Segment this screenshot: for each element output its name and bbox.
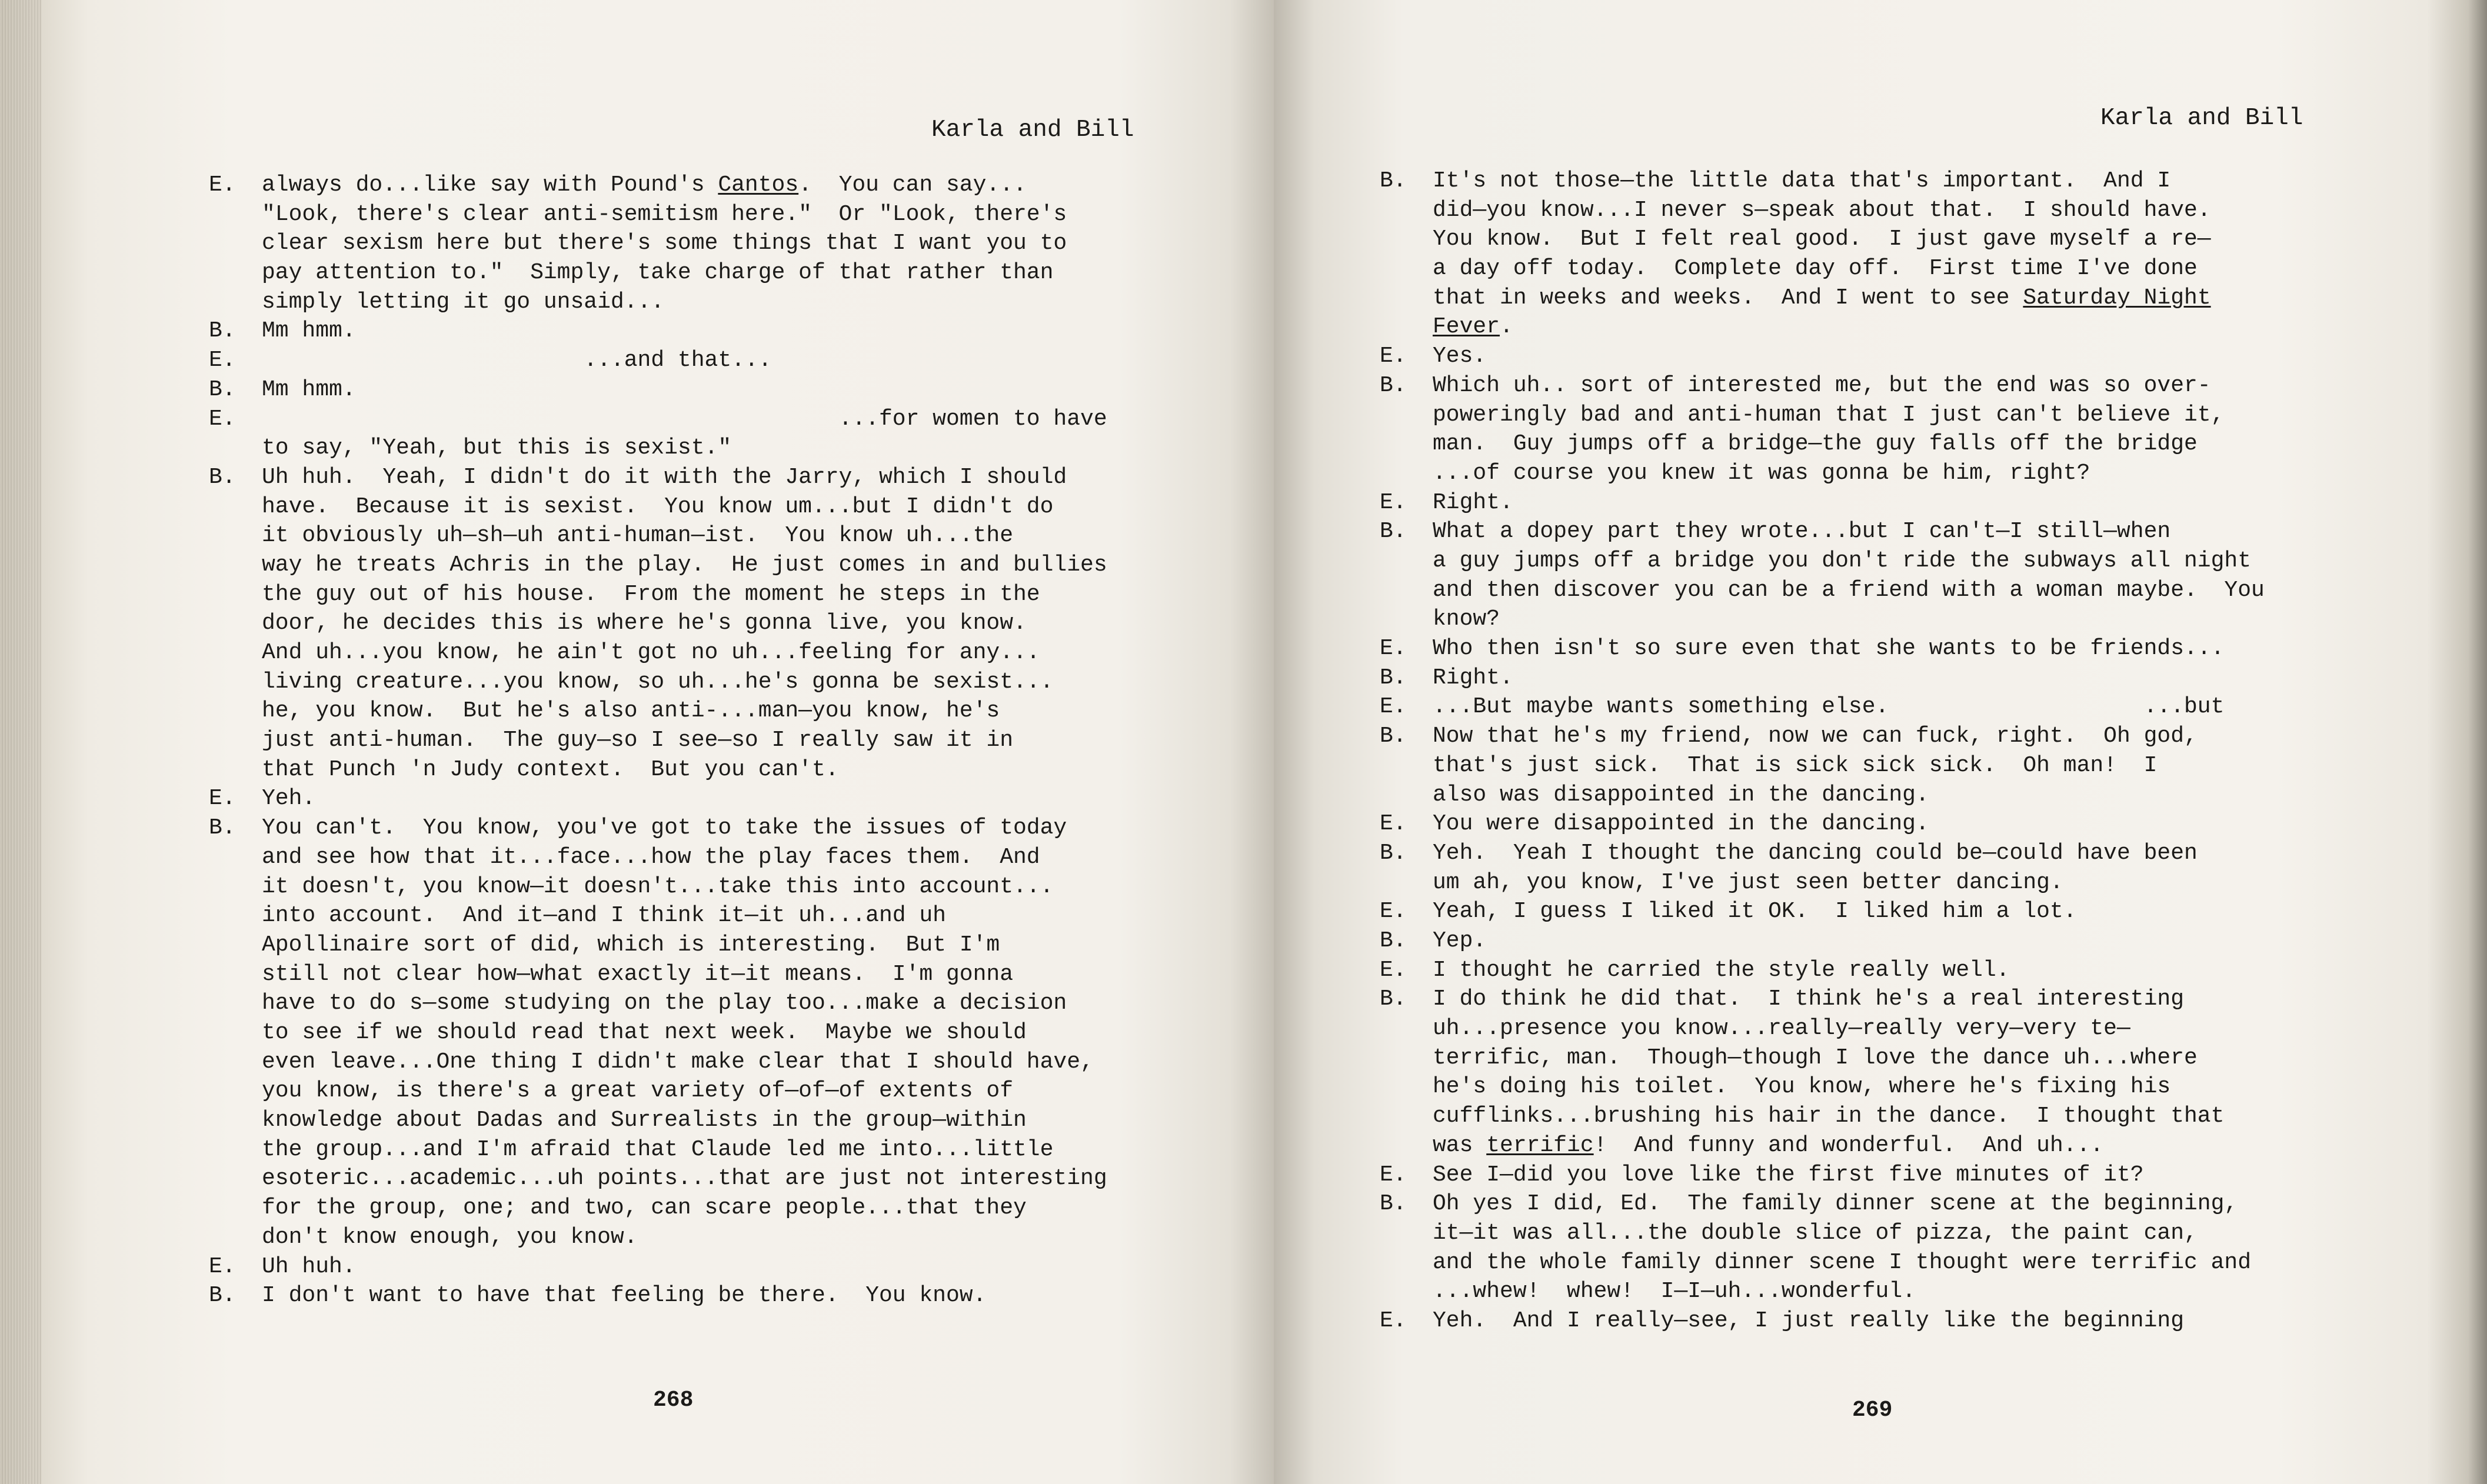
turn-text — [1433, 839, 2198, 897]
dialogue-turn — [209, 405, 1107, 463]
text-line: Apollinaire sort of did, which is interesting. But I'm — [262, 932, 1000, 958]
turn-text — [262, 375, 356, 405]
dialogue-turn — [209, 1252, 1107, 1282]
text-line: you know, is there's a great variety of—of—of extents of — [262, 1078, 1014, 1104]
text-line: and see how that it...face...how the play faces them. And — [262, 844, 1040, 870]
dialogue-left — [209, 171, 1107, 1310]
speaker-label: B. — [1380, 986, 1407, 1012]
text-line: Yeh. And I really—see, I just really like the beginning — [1433, 1308, 2185, 1333]
speaker-label: B. — [1380, 928, 1407, 953]
text-line: have. Because it is sexist. You know um...but I didn't do — [262, 493, 1054, 519]
text-line: Which uh.. sort of interested me, but the end was so over- — [1433, 372, 2211, 398]
text-line: also was disappointed in the dancing. — [1433, 782, 1929, 808]
speaker-label: B. — [1380, 168, 1407, 194]
text-line: that's just sick. That is sick sick sick. Oh man! I — [1433, 752, 2158, 778]
dialogue-turn — [1380, 839, 2265, 897]
dialogue-turn — [209, 171, 1107, 316]
text-line: man. Guy jumps off a bridge—the guy falls off the bridge — [1433, 431, 2198, 457]
text-line: door, he decides this is where he's gonna live, you know. — [262, 611, 1027, 636]
speaker-label: E. — [1380, 489, 1407, 515]
text-line: See I—did you love like the first five minutes of it? — [1433, 1162, 2144, 1188]
page-number: 269 — [1852, 1398, 1893, 1423]
dialogue-turn — [209, 375, 1107, 405]
dialogue-turn — [1380, 809, 2265, 839]
text-line: it obviously uh—sh—uh anti-human—ist. You know uh...the — [262, 523, 1014, 549]
dialogue-turn — [209, 1281, 1107, 1310]
text-line: it—it was all...the double slice of pizza, the paint can, — [1433, 1220, 2198, 1246]
dialogue-turn — [1380, 488, 2265, 518]
text-line: simply letting it go unsaid... — [262, 289, 665, 315]
dialogue-turn — [1380, 342, 2265, 371]
text-line: a day off today. Complete day off. First time I've done — [1433, 256, 2198, 282]
text-line: living creature...you know, so uh...he's gonna be sexist... — [262, 669, 1054, 695]
text-line: don't know enough, you know. — [262, 1224, 638, 1250]
turn-text — [1433, 166, 2211, 342]
page-header: Karla and Bill — [931, 116, 1134, 144]
dialogue-turn — [1380, 926, 2265, 956]
text-line: It's not those—the little data that's important. And I — [1433, 168, 2171, 194]
text-line: that in weeks and weeks. And I went to see Saturday Night — [1433, 285, 2211, 311]
speaker-label: B. — [1380, 372, 1407, 398]
dialogue-turn — [209, 463, 1107, 785]
text-line: was terrific! And funny and wonderful. And uh... — [1433, 1132, 2104, 1158]
text-line: Yeh. — [262, 786, 316, 812]
page-number: 268 — [653, 1388, 694, 1413]
text-line: have to do s—some studying on the play too...make a decision — [262, 991, 1067, 1016]
right-page — [1274, 0, 2487, 1484]
speaker-label: E. — [209, 786, 236, 812]
speaker-label: B. — [209, 376, 236, 402]
turn-text — [1433, 809, 1929, 839]
text-line: Yep. — [1433, 928, 1487, 953]
dialogue-turn — [1380, 722, 2265, 809]
speaker-label: E. — [209, 406, 236, 432]
text-line: just anti-human. The guy—so I see—so I really saw it in — [262, 728, 1014, 753]
text-line: pay attention to." Simply, take charge of that rather than — [262, 260, 1054, 286]
turn-text — [262, 316, 356, 346]
speaker-label: B. — [1380, 1191, 1407, 1217]
dialogue-turn — [209, 346, 1107, 375]
turn-text — [262, 405, 1107, 463]
dialogue-turn — [1380, 663, 2265, 693]
dialogue-turn — [1380, 517, 2265, 634]
speaker-label: B. — [1380, 723, 1407, 749]
text-line: You know. But I felt real good. I just gave myself a re— — [1433, 226, 2211, 252]
text-line: Mm hmm. — [262, 318, 356, 344]
turn-text — [262, 171, 1067, 316]
dialogue-turn — [1380, 1189, 2265, 1306]
speaker-label: B. — [209, 318, 236, 344]
dialogue-turn — [209, 813, 1107, 1252]
text-line: the guy out of his house. From the moment he steps in the — [262, 581, 1040, 607]
text-line: I don't want to have that feeling be there. You know. — [262, 1283, 987, 1309]
turn-text — [262, 346, 772, 375]
text-line: did—you know...I never s—speak about that. I should have. — [1433, 197, 2211, 223]
text-line: it doesn't, you know—it doesn't...take this into account... — [262, 873, 1054, 899]
speaker-label: E. — [209, 348, 236, 373]
text-line: knowledge about Dadas and Surrealists in the group—within — [262, 1108, 1027, 1133]
turn-text — [1433, 926, 1486, 956]
speaker-label: E. — [1380, 899, 1407, 925]
text-line: ...and that... — [262, 348, 772, 373]
text-line: to say, "Yeah, but this is sexist." — [262, 435, 732, 461]
turn-text — [1433, 634, 2224, 663]
turn-text — [1433, 985, 2224, 1160]
text-line: to see if we should read that next week. Maybe we should — [262, 1020, 1027, 1045]
turn-text — [1433, 897, 2077, 926]
text-line: and the whole family dinner scene I thought were terrific and — [1433, 1249, 2252, 1275]
turn-text — [1433, 517, 2265, 634]
turn-text — [262, 1281, 986, 1310]
speaker-label: E. — [1380, 1162, 1407, 1188]
text-line: into account. And it—and I think it—it uh...and uh — [262, 903, 946, 929]
page-edges-left — [0, 0, 41, 1484]
text-line: esoteric...academic...uh points...that are just not interesting — [262, 1166, 1107, 1192]
dialogue-turn — [209, 784, 1107, 813]
text-line: the group...and I'm afraid that Claude led me into...little — [262, 1136, 1054, 1162]
text-line: way he treats Achris in the play. He just comes in and bullies — [262, 552, 1107, 578]
text-line: You can't. You know, you've got to take the issues of today — [262, 815, 1067, 841]
text-line: clear sexism here but there's some things that I want you to — [262, 231, 1067, 256]
text-line: "Look, there's clear anti-semitism here." Or "Look, there's — [262, 201, 1067, 227]
text-line: uh...presence you know...really—really very—very te— — [1433, 1016, 2130, 1042]
text-line: cufflinks...brushing his hair in the dance. I thought that — [1433, 1103, 2225, 1129]
text-line: and then discover you can be a friend with a woman maybe. You — [1433, 577, 2265, 603]
turn-text — [262, 784, 315, 813]
text-line: Fever. — [1433, 314, 1513, 340]
text-line: always do...like say with Pound's Cantos. You can say... — [262, 172, 1027, 198]
text-line: a guy jumps off a bridge you don't ride the subways all night — [1433, 548, 2252, 573]
turn-text — [1433, 488, 1513, 518]
turn-text — [1433, 1189, 2251, 1306]
speaker-label: B. — [209, 1283, 236, 1309]
text-line: Uh huh. Yeah, I didn't do it with the Jarry, which I should — [262, 464, 1067, 490]
turn-text — [1433, 722, 2198, 809]
speaker-label: B. — [209, 464, 236, 490]
dialogue-turn — [1380, 1160, 2265, 1190]
text-line: poweringly bad and anti-human that I just can't believe it, — [1433, 402, 2225, 428]
speaker-label: E. — [1380, 1308, 1407, 1333]
dialogue-turn — [1380, 166, 2265, 342]
turn-text — [1433, 956, 2010, 985]
speaker-label: E. — [209, 172, 236, 198]
speaker-label: B. — [1380, 519, 1407, 545]
text-line: Yes. — [1433, 344, 1487, 369]
speaker-label: E. — [1380, 344, 1407, 369]
text-line: he, you know. But he's also anti-...man—you know, he's — [262, 698, 1000, 724]
turn-text — [262, 813, 1107, 1252]
speaker-label: E. — [1380, 636, 1407, 662]
dialogue-right — [1380, 166, 2265, 1336]
text-line: terrific, man. Though—though I love the dance uh...where — [1433, 1045, 2198, 1071]
text-line: You were disappointed in the dancing. — [1433, 811, 1929, 837]
turn-text — [1433, 1160, 2144, 1190]
text-line: even leave...One thing I didn't make clear that I should have, — [262, 1049, 1094, 1075]
text-line: I do think he did that. I think he's a real interesting — [1433, 986, 2185, 1012]
dialogue-turn — [1380, 956, 2265, 985]
text-line: Yeah, I guess I liked it OK. I liked him a lot. — [1433, 899, 2077, 925]
dialogue-turn — [1380, 897, 2265, 926]
page-header: Karla and Bill — [2100, 105, 2303, 132]
turn-text — [1433, 1306, 2184, 1336]
text-line: I thought he carried the style really well. — [1433, 957, 2010, 983]
text-line: ...But maybe wants something else. ...but — [1433, 694, 2225, 720]
text-line: Yeh. Yeah I thought the dancing could be—could have been — [1433, 840, 2198, 866]
text-line: ...of course you knew it was gonna be him, right? — [1433, 460, 2090, 486]
turn-text — [1433, 663, 1513, 693]
speaker-label: E. — [1380, 694, 1407, 720]
speaker-label: B. — [1380, 840, 1407, 866]
dialogue-turn — [1380, 1306, 2265, 1336]
turn-text — [1433, 692, 2224, 722]
turn-text — [1433, 371, 2224, 488]
speaker-label: B. — [1380, 665, 1407, 691]
text-line: Right. — [1433, 489, 1513, 515]
dialogue-turn — [1380, 371, 2265, 488]
speaker-label: B. — [209, 815, 236, 841]
text-line: ...whew! whew! I—I—uh...wonderful. — [1433, 1279, 1916, 1305]
text-line: um ah, you know, I've just seen better dancing. — [1433, 869, 2063, 895]
speaker-label: E. — [209, 1253, 236, 1279]
text-line: Right. — [1433, 665, 1513, 691]
text-line: And uh...you know, he ain't got no uh...feeling for any... — [262, 640, 1040, 666]
text-line: Now that he's my friend, now we can fuck, right. Oh god, — [1433, 723, 2198, 749]
text-line: Who then isn't so sure even that she wants to be friends... — [1433, 636, 2225, 662]
turn-text — [262, 1252, 356, 1282]
text-line: that Punch 'n Judy context. But you can't. — [262, 756, 839, 782]
text-line: for the group, one; and two, can scare people...that they — [262, 1195, 1027, 1221]
text-line: Mm hmm. — [262, 376, 356, 402]
text-line: he's doing his toilet. You know, where he's fixing his — [1433, 1074, 2171, 1100]
text-line: ...for women to have — [262, 406, 1107, 432]
turn-text — [1433, 342, 1486, 371]
speaker-label: E. — [1380, 957, 1407, 983]
text-line: Uh huh. — [262, 1253, 356, 1279]
dialogue-turn — [1380, 634, 2265, 663]
text-line: Oh yes I did, Ed. The family dinner scene at the beginning, — [1433, 1191, 2238, 1217]
speaker-label: E. — [1380, 811, 1407, 837]
text-line: What a dopey part they wrote...but I can't—I still—when — [1433, 519, 2171, 545]
dialogue-turn — [1380, 692, 2265, 722]
text-line: still not clear how—what exactly it—it means. I'm gonna — [262, 961, 1014, 987]
turn-text — [262, 463, 1107, 785]
dialogue-turn — [209, 316, 1107, 346]
text-line: know? — [1433, 606, 1500, 632]
dialogue-turn — [1380, 985, 2265, 1160]
